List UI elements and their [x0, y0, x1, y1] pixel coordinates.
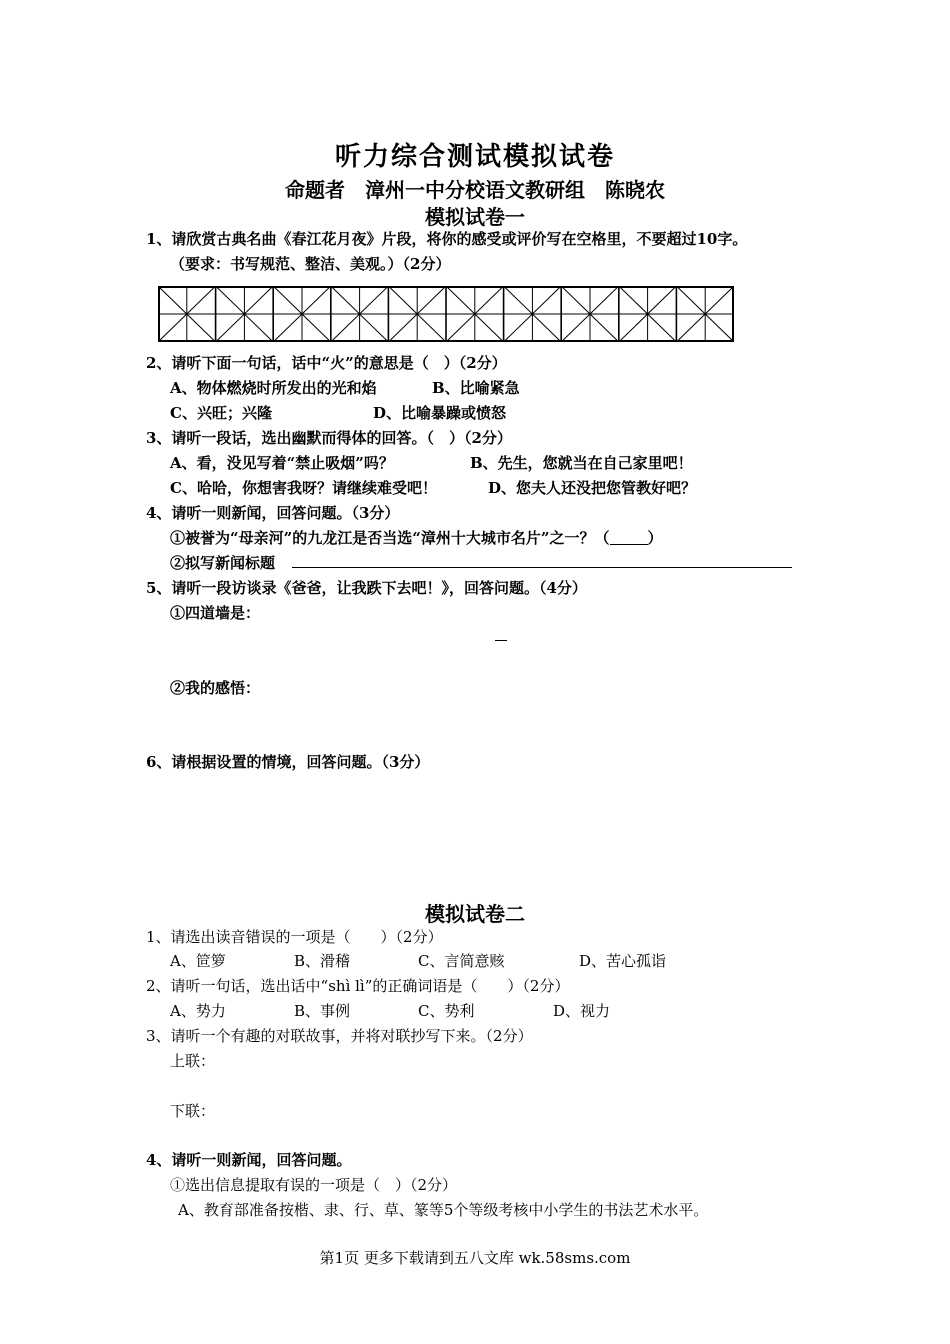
s1-q5-text: 5、请听一段访谈录《爸爸，让我跌下去吧！》，回答问题。（4分）	[146, 579, 587, 597]
s2-q3-lower: 下联：	[170, 1102, 216, 1120]
s1-q4-sub1-text: ①被誉为“母亲河”的九龙江是否当选“漳州十大城市名片”之一？（	[170, 529, 610, 547]
s1-q3-option-a: A、看，没见写着“禁止吸烟”吗？	[170, 454, 394, 472]
s2-q1-text: 1、请选出读音错误的一项是（ ）（2分）	[146, 928, 443, 946]
s1-q5-sub1: ①四道墙是：	[170, 604, 261, 622]
s2-q4-text: 4、请听一则新闻，回答问题。	[146, 1151, 352, 1169]
s1-q3-option-b: B、先生，您就当在自己家里吧！	[470, 454, 693, 472]
s2-q2-option-a: A、势力	[170, 1002, 226, 1020]
s1-q2-option-a: A、物体燃烧时所发出的光和焰	[170, 379, 377, 397]
s2-q1-option-c: C、言简意赅	[418, 952, 505, 970]
s2-q1-option-b: B、滑稽	[294, 952, 351, 970]
s1-q2-option-c: C、兴旺；兴隆	[170, 404, 272, 422]
section-heading-2: 模拟试卷二	[425, 902, 525, 926]
s2-q2-option-c: C、势利	[418, 1002, 475, 1020]
s2-q4-option-a: A、教育部准备按楷、隶、行、草、篆等5个等级考核中小学生的书法艺术水平。	[178, 1201, 709, 1219]
s1-q2-text: 2、请听下面一句话，话中“火”的意思是（ ）（2分）	[146, 354, 507, 372]
s1-q6-text: 6、请根据设置的情境，回答问题。（3分）	[146, 753, 430, 771]
s1-q4-sub1	[170, 527, 663, 548]
s2-q1-option-a: A、笸箩	[170, 952, 226, 970]
s1-q3-option-d: D、您夫人还没把您管教好吧？	[488, 479, 697, 497]
author-line: 命题者 漳州一中分校语文教研组 陈晓农	[285, 178, 665, 202]
s1-q4-answer-blank[interactable]	[610, 530, 648, 545]
s2-q2-text: 2、请听一句话，选出话中“shì lì”的正确词语是（ ）（2分）	[146, 977, 570, 995]
s2-q1-option-d: D、苦心孤诣	[579, 952, 667, 970]
s1-q1-text: 1、请欣赏古典名曲《春江花月夜》片段，将你的感受或评价写在空格里，不要超过10字。	[146, 230, 748, 248]
headline-answer-line[interactable]	[292, 567, 792, 568]
mi-grid-answer-boxes[interactable]	[158, 286, 734, 342]
s2-q2-option-d: D、视力	[553, 1002, 611, 1020]
s1-q1-sub: （要求：书写规范、整洁、美观。）（2分）	[170, 255, 451, 273]
section-heading-1: 模拟试卷一	[425, 205, 525, 229]
s1-q4-sub1-close: ）	[647, 529, 663, 547]
answer-dash	[495, 640, 507, 641]
page-footer: 第1页 更多下载请到五八文库 wk.58sms.com	[319, 1249, 631, 1267]
s1-q3-text: 3、请听一段话，选出幽默而得体的回答。（ ）（2分）	[146, 429, 512, 447]
s1-q3-option-c: C、哈哈，你想害我呀？请继续难受吧！	[170, 479, 437, 497]
s1-q4-sub2: ②拟写新闻标题	[170, 554, 276, 572]
s1-q5-sub2: ②我的感悟：	[170, 679, 261, 697]
s2-q3-upper: 上联：	[170, 1052, 216, 1070]
s2-q2-option-b: B、事例	[294, 1002, 351, 1020]
s1-q2-option-d: D、比喻暴躁或愤怒	[373, 404, 507, 422]
document-title: 听力综合测试模拟试卷	[334, 142, 615, 172]
s2-q4-sub1: ①选出信息提取有误的一项是（ ）（2分）	[170, 1176, 458, 1194]
s1-q4-text: 4、请听一则新闻，回答问题。（3分）	[146, 504, 400, 522]
s2-q3-text: 3、请听一个有趣的对联故事，并将对联抄写下来。（2分）	[146, 1027, 533, 1045]
s1-q2-option-b: B、比喻紧急	[432, 379, 520, 397]
